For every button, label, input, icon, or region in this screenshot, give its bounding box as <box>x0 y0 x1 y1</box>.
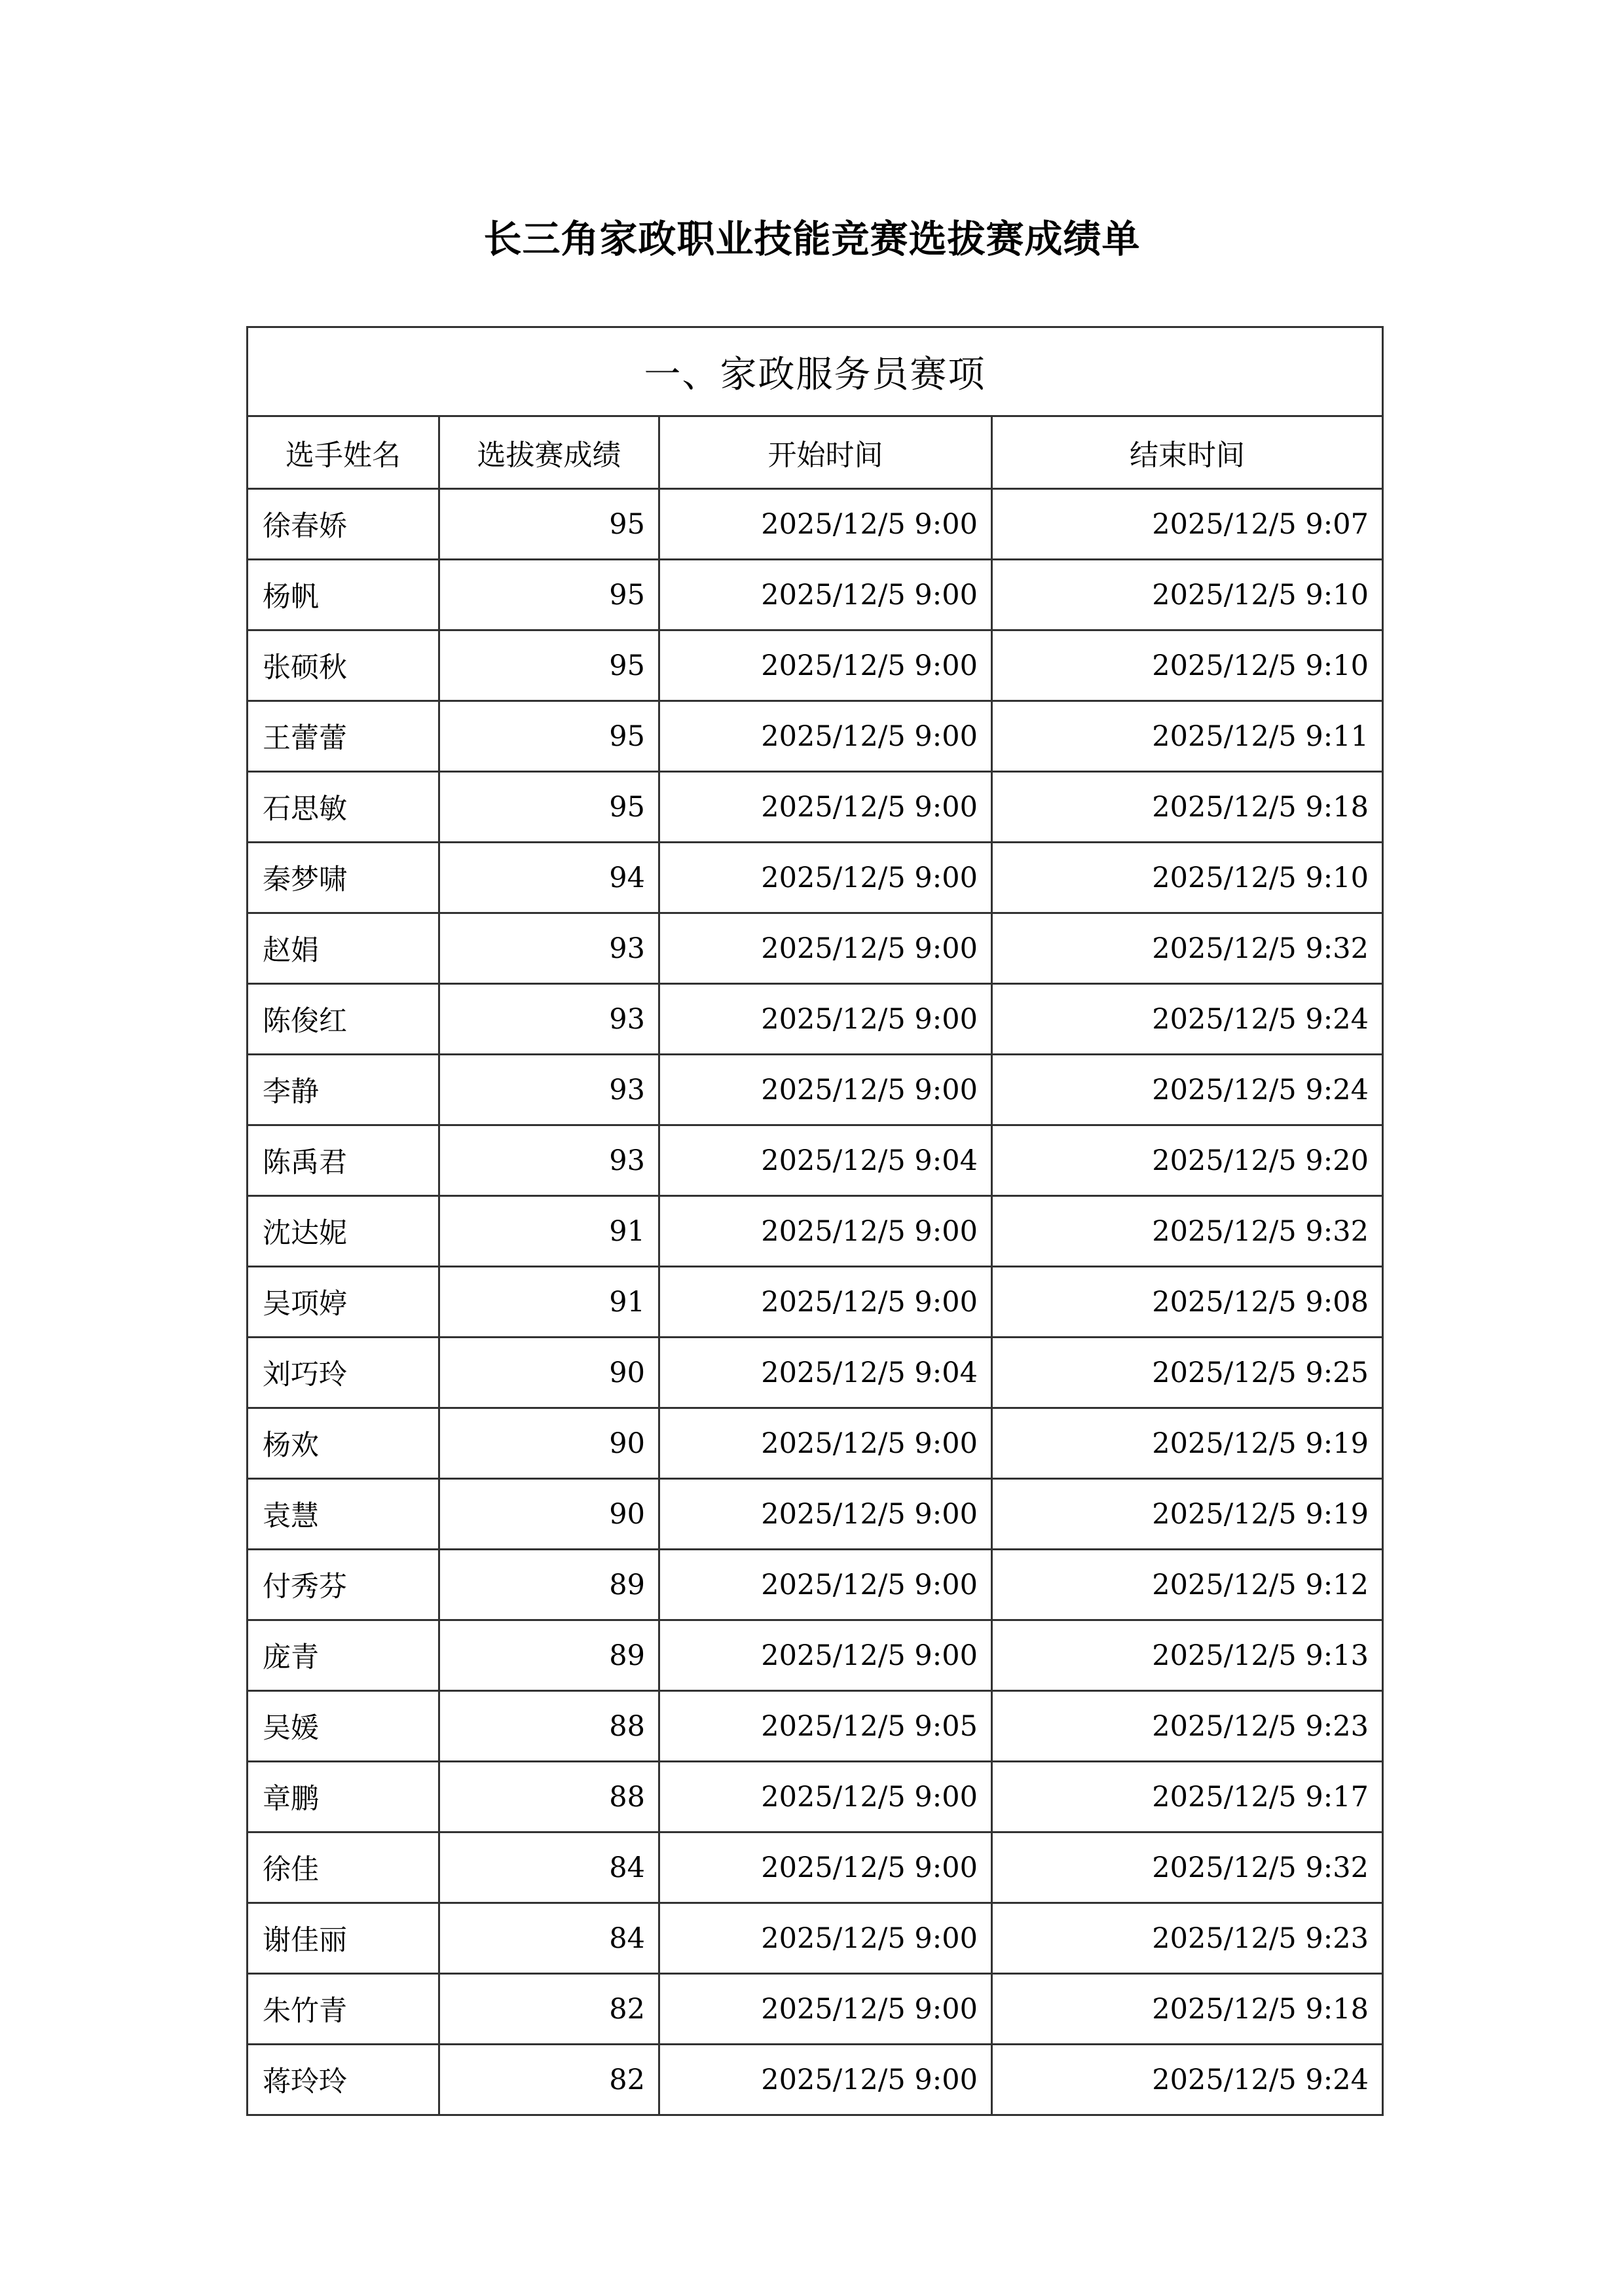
selection-score: 91 <box>439 1267 659 1338</box>
start-time: 2025/12/5 9:00 <box>659 1620 992 1691</box>
start-time: 2025/12/5 9:00 <box>659 489 992 560</box>
selection-score: 94 <box>439 843 659 913</box>
start-time: 2025/12/5 9:05 <box>659 1691 992 1762</box>
table-row <box>248 1550 1383 1620</box>
contestant-name: 吴媛 <box>248 1691 439 1762</box>
table-row <box>248 1267 1383 1338</box>
selection-score: 84 <box>439 1832 659 1903</box>
end-time: 2025/12/5 9:18 <box>992 772 1383 843</box>
contestant-name: 秦梦啸 <box>248 843 439 913</box>
table-row <box>248 489 1383 560</box>
selection-score: 93 <box>439 913 659 984</box>
end-time: 2025/12/5 9:19 <box>992 1479 1383 1550</box>
selection-score: 88 <box>439 1691 659 1762</box>
end-time: 2025/12/5 9:20 <box>992 1125 1383 1196</box>
start-time: 2025/12/5 9:00 <box>659 1550 992 1620</box>
contestant-name: 吴项婷 <box>248 1267 439 1338</box>
start-time: 2025/12/5 9:00 <box>659 2045 992 2115</box>
table-row <box>248 843 1383 913</box>
end-time: 2025/12/5 9:23 <box>992 1691 1383 1762</box>
selection-score: 82 <box>439 2045 659 2115</box>
contestant-name: 王蕾蕾 <box>248 701 439 772</box>
selection-score: 84 <box>439 1903 659 1974</box>
start-time: 2025/12/5 9:00 <box>659 1832 992 1903</box>
end-time: 2025/12/5 9:24 <box>992 2045 1383 2115</box>
document-title: 长三角家政职业技能竞赛选拔赛成绩单 <box>483 217 1141 261</box>
selection-score: 91 <box>439 1196 659 1267</box>
end-time: 2025/12/5 9:32 <box>992 1196 1383 1267</box>
end-time: 2025/12/5 9:10 <box>992 560 1383 630</box>
contestant-name: 陈禹君 <box>248 1125 439 1196</box>
contestant-name: 刘巧玲 <box>248 1338 439 1408</box>
table-row <box>248 1832 1383 1903</box>
selection-score: 90 <box>439 1408 659 1479</box>
selection-score: 95 <box>439 772 659 843</box>
contestant-name: 杨欢 <box>248 1408 439 1479</box>
contestant-name: 庞青 <box>248 1620 439 1691</box>
table-row <box>248 913 1383 984</box>
end-time: 2025/12/5 9:13 <box>992 1620 1383 1691</box>
start-time: 2025/12/5 9:00 <box>659 1196 992 1267</box>
end-time: 2025/12/5 9:17 <box>992 1762 1383 1832</box>
table-row <box>248 772 1383 843</box>
table-row <box>248 984 1383 1055</box>
contestant-name: 赵娟 <box>248 913 439 984</box>
table-row <box>248 1338 1383 1408</box>
contestant-name: 蒋玲玲 <box>248 2045 439 2115</box>
contestant-name: 章鹏 <box>248 1762 439 1832</box>
selection-score: 93 <box>439 1125 659 1196</box>
selection-score: 95 <box>439 630 659 701</box>
selection-score: 93 <box>439 1055 659 1125</box>
start-time: 2025/12/5 9:00 <box>659 560 992 630</box>
end-time: 2025/12/5 9:25 <box>992 1338 1383 1408</box>
start-time: 2025/12/5 9:04 <box>659 1338 992 1408</box>
end-time: 2025/12/5 9:08 <box>992 1267 1383 1338</box>
table-row <box>248 1974 1383 2045</box>
contestant-name: 徐佳 <box>248 1832 439 1903</box>
end-time: 2025/12/5 9:10 <box>992 843 1383 913</box>
contestant-name: 袁慧 <box>248 1479 439 1550</box>
column-header-name: 选手姓名 <box>248 416 439 489</box>
selection-score: 95 <box>439 489 659 560</box>
start-time: 2025/12/5 9:00 <box>659 1974 992 2045</box>
contestant-name: 张硕秋 <box>248 630 439 701</box>
end-time: 2025/12/5 9:24 <box>992 984 1383 1055</box>
table-body <box>248 489 1383 2115</box>
table-row <box>248 1479 1383 1550</box>
table-row <box>248 1691 1383 1762</box>
start-time: 2025/12/5 9:00 <box>659 1903 992 1974</box>
contestant-name: 陈俊红 <box>248 984 439 1055</box>
selection-score: 89 <box>439 1620 659 1691</box>
selection-score: 93 <box>439 984 659 1055</box>
start-time: 2025/12/5 9:00 <box>659 984 992 1055</box>
start-time: 2025/12/5 9:00 <box>659 1267 992 1338</box>
table-row <box>248 1125 1383 1196</box>
contestant-name: 沈达妮 <box>248 1196 439 1267</box>
end-time: 2025/12/5 9:19 <box>992 1408 1383 1479</box>
start-time: 2025/12/5 9:00 <box>659 772 992 843</box>
table-row <box>248 1196 1383 1267</box>
end-time: 2025/12/5 9:24 <box>992 1055 1383 1125</box>
table-header-row <box>248 416 1383 489</box>
start-time: 2025/12/5 9:00 <box>659 1479 992 1550</box>
selection-score: 95 <box>439 701 659 772</box>
selection-score: 89 <box>439 1550 659 1620</box>
selection-score: 88 <box>439 1762 659 1832</box>
selection-score: 95 <box>439 560 659 630</box>
table-row <box>248 2045 1383 2115</box>
section-title: 一、家政服务员赛项 <box>248 327 1383 416</box>
column-header-end-time: 结束时间 <box>992 416 1383 489</box>
end-time: 2025/12/5 9:32 <box>992 1832 1383 1903</box>
table-row <box>248 560 1383 630</box>
table-row <box>248 1762 1383 1832</box>
contestant-name: 李静 <box>248 1055 439 1125</box>
column-header-start-time: 开始时间 <box>659 416 992 489</box>
start-time: 2025/12/5 9:00 <box>659 1055 992 1125</box>
contestant-name: 徐春娇 <box>248 489 439 560</box>
contestant-name: 谢佳丽 <box>248 1903 439 1974</box>
contestant-name: 付秀芬 <box>248 1550 439 1620</box>
start-time: 2025/12/5 9:00 <box>659 630 992 701</box>
start-time: 2025/12/5 9:00 <box>659 1408 992 1479</box>
results-table <box>246 326 1384 2116</box>
selection-score: 90 <box>439 1338 659 1408</box>
table-row <box>248 630 1383 701</box>
contestant-name: 朱竹青 <box>248 1974 439 2045</box>
end-time: 2025/12/5 9:23 <box>992 1903 1383 1974</box>
end-time: 2025/12/5 9:18 <box>992 1974 1383 2045</box>
start-time: 2025/12/5 9:04 <box>659 1125 992 1196</box>
section-title-row <box>248 327 1383 416</box>
start-time: 2025/12/5 9:00 <box>659 843 992 913</box>
column-header-score: 选拔赛成绩 <box>439 416 659 489</box>
end-time: 2025/12/5 9:10 <box>992 630 1383 701</box>
contestant-name: 杨帆 <box>248 560 439 630</box>
table-row <box>248 1620 1383 1691</box>
contestant-name: 石思敏 <box>248 772 439 843</box>
end-time: 2025/12/5 9:32 <box>992 913 1383 984</box>
start-time: 2025/12/5 9:00 <box>659 701 992 772</box>
end-time: 2025/12/5 9:07 <box>992 489 1383 560</box>
selection-score: 90 <box>439 1479 659 1550</box>
end-time: 2025/12/5 9:12 <box>992 1550 1383 1620</box>
start-time: 2025/12/5 9:00 <box>659 913 992 984</box>
table-row <box>248 1408 1383 1479</box>
table-row <box>248 701 1383 772</box>
end-time: 2025/12/5 9:11 <box>992 701 1383 772</box>
start-time: 2025/12/5 9:00 <box>659 1762 992 1832</box>
selection-score: 82 <box>439 1974 659 2045</box>
table-row <box>248 1903 1383 1974</box>
table-row <box>248 1055 1383 1125</box>
